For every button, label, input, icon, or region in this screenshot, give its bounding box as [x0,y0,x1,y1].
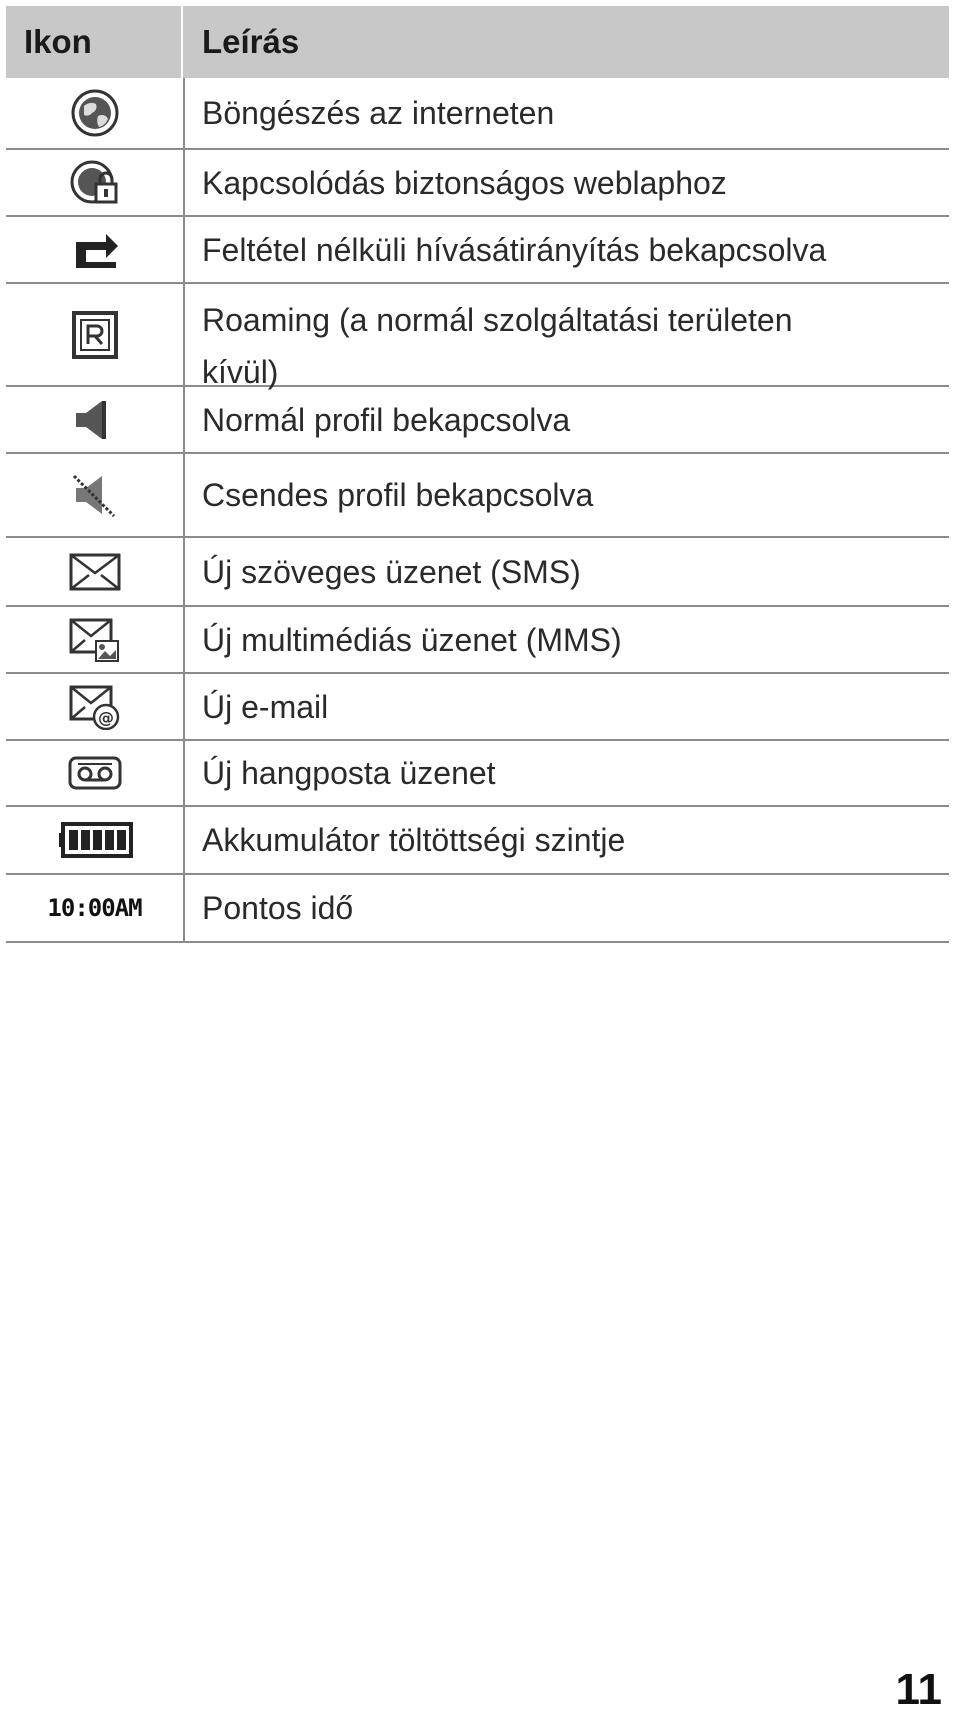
voicemail-icon [6,741,185,805]
speaker-icon [6,387,185,452]
secure-globe-lock-icon [6,150,185,215]
table-header [6,6,949,78]
row-description: Pontos idő [202,890,354,926]
row-description: Akkumulátor töltöttségi szintje [202,822,626,858]
table-row [6,217,949,284]
row-description: Feltétel nélküli hívásátirányítás bekapcsolva [202,231,827,268]
table-row [6,674,949,741]
clock-time-label: 10:00AM [47,894,142,922]
table-row [6,387,949,454]
call-forward-icon [6,217,185,282]
row-description: Új multimédiás üzenet (MMS) [202,621,622,658]
roaming-r-icon [6,284,185,385]
envelope-icon [6,538,185,605]
table-row [6,284,949,390]
table-row [6,150,949,217]
row-description: Böngészés az interneten [202,95,555,131]
table-row [6,607,949,674]
envelope-email-icon [6,674,185,739]
speaker-muted-icon [6,454,185,536]
icon-table [6,6,949,943]
table-row [6,538,949,607]
row-description: Új hangposta üzenet [202,755,496,791]
table-row [6,741,949,807]
row-description: Roaming (a normál szolgáltatási területen kívül) [202,302,793,390]
battery-icon [6,807,185,873]
row-description: Csendes profil bekapcsolva [202,477,594,513]
row-description: Új e-mail [202,688,329,725]
envelope-mms-icon [6,607,185,672]
row-description: Új szöveges üzenet (SMS) [202,553,581,590]
page-number: 11 [895,1665,942,1714]
clock-time-icon [6,875,185,941]
header-description-column: Leírás [181,6,949,78]
svg-text:@: @ [97,707,114,727]
table-row [6,875,949,943]
table-row [6,78,949,150]
row-description: Kapcsolódás biztonságos weblaphoz [202,164,727,201]
globe-icon [6,78,185,148]
table-row [6,454,949,538]
table-row [6,807,949,875]
row-description: Normál profil bekapcsolva [202,401,571,438]
header-icon-column: Ikon [24,23,92,60]
